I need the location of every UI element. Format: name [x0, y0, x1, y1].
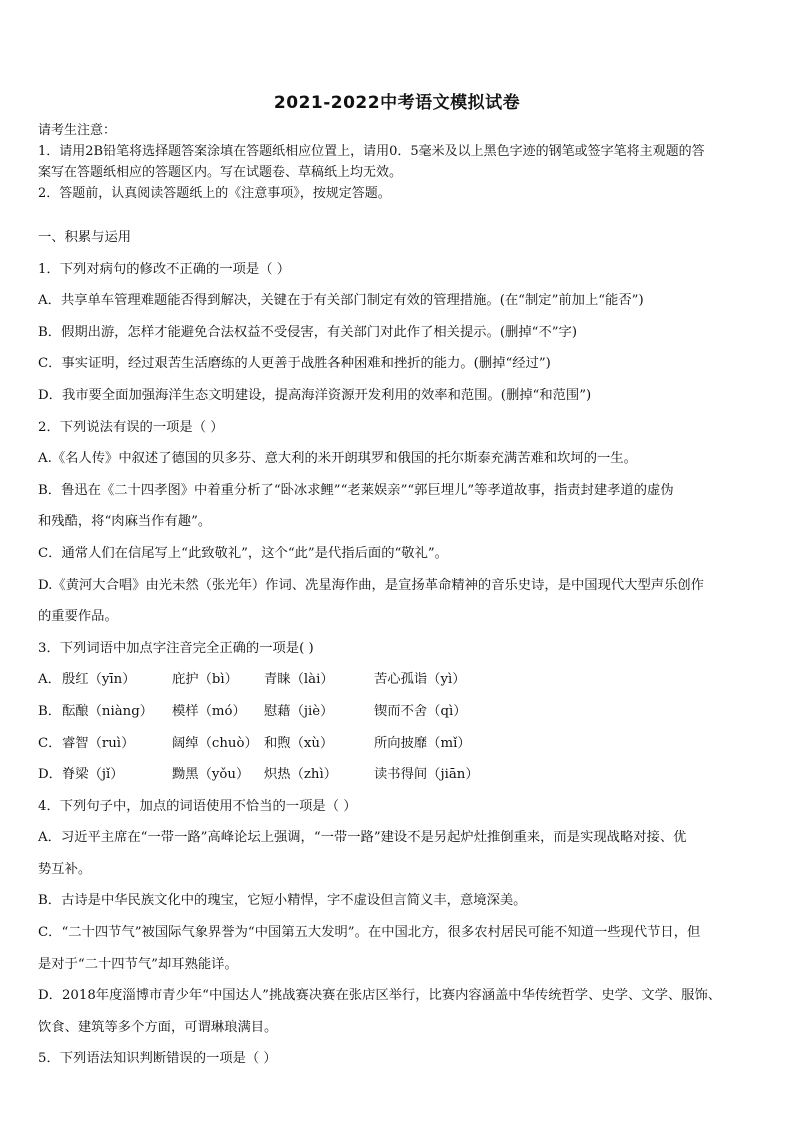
option-word: 苦心孤诣（yì） — [374, 672, 466, 688]
exam-body — [38, 222, 760, 1075]
q4-option-a-line2: 势互补。 — [38, 861, 92, 877]
q4-option-c-line1: C．“二十四节气”被国际气象界誉为“中国第五大发明”。在中国北方，很多农村居民可能不知道一些现代节日，但 — [38, 925, 701, 941]
notice-line-2: 2．答题前，认真阅读答题纸上的《注意事项》，按规定答题。 — [38, 186, 391, 201]
option-word: 读书得间（jiān） — [374, 767, 479, 783]
q2-stem: 2．下列说法有误的一项是（ ） — [38, 419, 224, 435]
q1-option-c: C．事实证明，经过艰苦生活磨练的人更善于战胜各种困难和挫折的能力。(删掉“经过”) — [38, 356, 551, 372]
option-word: 青睐（lài） — [264, 672, 334, 688]
option-label: B． — [38, 703, 62, 719]
q1-option-a: A．共享单车管理难题能否得到解决，关键在于有关部门制定有效的管理措施。(在“制定”前加上“能否”) — [38, 293, 644, 309]
option-word: 所向披靡（mǐ） — [374, 735, 471, 751]
notice-line-1b: 案写在答题纸相应的答题区内。写在试题卷、草稿纸上均无效。 — [38, 165, 403, 180]
q3-stem: 3．下列词语中加点字注音完全正确的一项是( ) — [38, 640, 314, 656]
page-title: 2021-2022中考语文模拟试卷 — [273, 93, 521, 113]
option-label: C． — [38, 735, 62, 751]
q1-option-b: B．假期出游，怎样才能避免合法权益不受侵害，有关部门对此作了相关提示。(删掉“不”字) — [38, 324, 578, 340]
q2-option-d-line2: 的重要作品。 — [38, 609, 118, 625]
option-label: D． — [38, 767, 62, 783]
q2-option-b-line1: B．鲁迅在《二十四孝图》中着重分析了“卧冰求鲤”“老莱娱亲”“郭巨埋儿”等孝道故事，指责封建孝道的虚伪 — [38, 482, 674, 498]
exam-notice — [38, 120, 758, 204]
option-word: 和煦（xù） — [264, 735, 334, 751]
q4-option-a-line1: A．习近平主席在“一带一路”高峰论坛上强调，“一带一路”建设不是另起炉灶推倒重来，而是实现战略对接、优 — [38, 830, 687, 846]
q4-option-d-line2: 饮食、建筑等多个方面，可谓琳琅满目。 — [38, 1019, 278, 1035]
option-word: 模样（mó） — [172, 703, 246, 719]
q2-option-a: A.《名人传》中叙述了德国的贝多芬、意大利的米开朗琪罗和俄国的托尔斯泰充满苦难和坎坷的一生。 — [38, 451, 637, 467]
q2-option-b-line2: 和残酷，将“肉麻当作有趣”。 — [38, 514, 212, 530]
notice-line-1a: 1．请用2B铅笔将选择题答案涂填在答题纸相应位置上，请用0．5毫米及以上黑色字迹的钢笔或签字笔将主观题的答 — [38, 144, 705, 159]
q4-option-b: B．古诗是中华民族文化中的瑰宝，它短小精悍，字不虚设但言简义丰，意境深美。 — [38, 893, 527, 909]
q4-option-c-line2: 是对于“二十四节气”却耳熟能详。 — [38, 956, 238, 972]
q1-option-d: D．我市要全面加强海洋生态文明建设，提高海洋资源开发利用的效率和范围。(删掉“和范围”) — [38, 387, 592, 403]
option-word: 慰藉（jiè） — [264, 703, 334, 719]
q4-stem: 4．下列句子中，加点的词语使用不恰当的一项是（ ） — [38, 798, 357, 814]
option-label: A． — [38, 672, 61, 688]
q3-option-row-d — [38, 759, 760, 791]
q1-stem: 1．下列对病句的修改不正确的一项是（ ） — [38, 261, 291, 277]
section-heading: 一、积累与运用 — [38, 230, 132, 245]
q3-option-row-b — [38, 696, 760, 728]
option-word: 黝黑（yǒu） — [172, 767, 250, 783]
q5-stem: 5．下列语法知识判断错误的一项是（ ） — [38, 1051, 277, 1067]
option-word: 脊梁（jǐ） — [62, 767, 124, 783]
option-word: 酝酿（niàng） — [62, 703, 154, 719]
option-word: 阔绰（chuò） — [172, 735, 258, 751]
q2-option-c: C．通常人们在信尾写上“此致敬礼”，这个“此”是代指后面的“敬礼”。 — [38, 545, 448, 561]
option-word: 庇护（bì） — [172, 672, 238, 688]
q3-option-row-c — [38, 728, 760, 760]
q3-option-row-a — [38, 664, 760, 696]
option-word: 炽热（zhì） — [264, 767, 338, 783]
notice-heading: 请考生注意： — [38, 123, 117, 138]
option-word: 睿智（ruì） — [62, 735, 135, 751]
q2-option-d-line1: D.《黄河大合唱》由光未然（张光年）作词、冼星海作曲，是宣扬革命精神的音乐史诗，是中国现代大型声乐创作 — [38, 577, 704, 593]
q4-option-d-line1: D．2018年度淄博市青少年“中国达人”挑战赛决赛在张店区举行，比赛内容涵盖中华传统哲学、史学、文学、服饰、 — [38, 988, 722, 1004]
option-word: 锲而不舍（qì） — [374, 703, 467, 719]
option-word: 殷红（yīn） — [62, 672, 136, 688]
